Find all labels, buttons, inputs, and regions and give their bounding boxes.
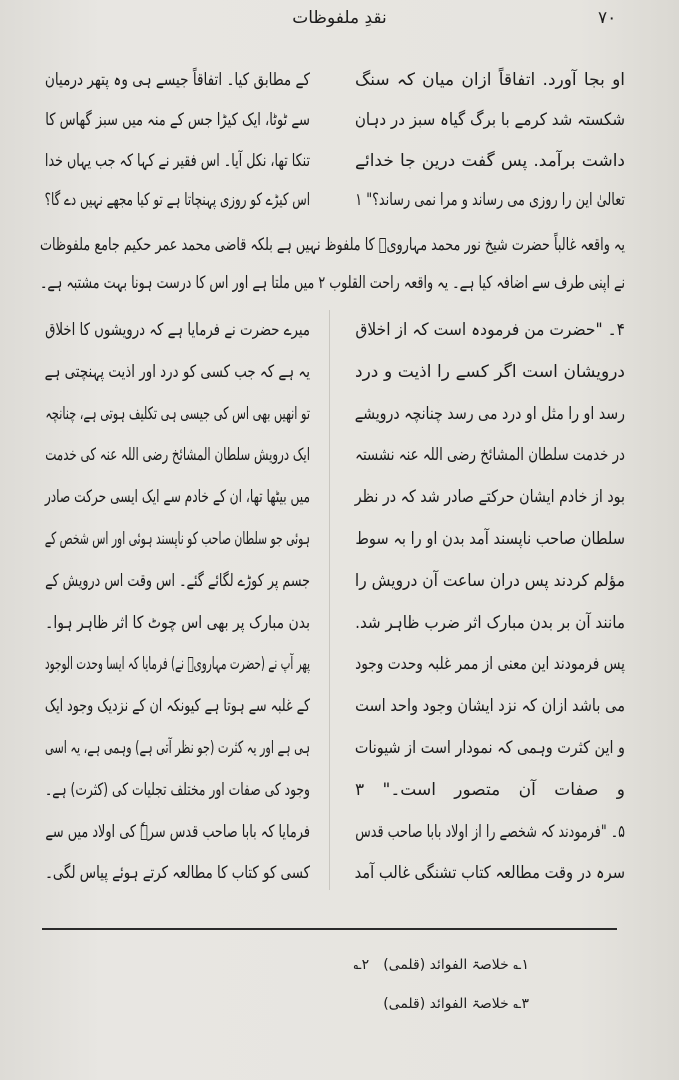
persian-text-line: درویشان است اگر کسے را اذیت و درد [355, 361, 625, 382]
urdu-translation-line: ایک درویش سلطان المشائخ رضی اللہ عنہ کی خدمت [45, 445, 311, 466]
urdu-translation-line: میرے حضرت نے فرمایا ہے کہ درویشوں کا اخلاق [45, 320, 310, 340]
urdu-translation-line: کسی کو کتاب کا مطالعہ کرتے ہوئے پیاس لگی۔ [45, 863, 311, 884]
footnote-text: ۱؎ خلاصۃ الفوائد (قلمی) [383, 957, 529, 973]
urdu-translation-line: یہ ہے کہ جب کسی کو درد اور اذیت پہنچتی ہے [44, 361, 310, 382]
persian-text-line: بود از خادم ایشان حرکتے صادر شد کہ در نظر [354, 487, 625, 508]
column-divider [329, 310, 330, 890]
urdu-translation-line: ہی ہے اور یہ کثرت (جو نظر آتی ہے) وہمی ہے، یہ اسی [45, 738, 310, 758]
urdu-translation-line: میں بیٹھا تھا، ان کے خادم سے ایک ایسی حرکت صادر [44, 487, 311, 508]
urdu-translation-line: جسم پر کوڑے لگائے گئے۔ اس وقت اس درویش کے [45, 570, 310, 591]
persian-text-line: سلطان صاحب ناپسند آمد بدن او را بہ سوط [355, 529, 625, 549]
urdu-translation-line: تو انھیں بھی اس کی جیسی ہی تکلیف ہوتی ہے، چنانچہ [45, 403, 310, 424]
persian-text-line: شکستہ شد کرمے با برگ گیاہ سبز در دہان [354, 110, 625, 130]
urdu-translation-line: بدن مبارک پر بھی اس چوٹ کا اثر ظاہر ہوا۔ [45, 612, 310, 633]
page-number: ۷۰ [598, 8, 617, 28]
urdu-translation-line: تنکا تھا، نکل آیا۔ اس فقیر نے کہا کہ جب یہاں خدا [44, 151, 310, 171]
running-header-title: نقدِ ملفوظات [292, 8, 387, 28]
footnote-marker: ۲؎ [353, 957, 370, 973]
persian-text-line: سرہ در وقت مطالعہ کتاب تشنگی غالب آمد [354, 863, 625, 884]
persian-text-line: تعالیٰ این را روزی می رساند و مرا نمی رساند؟" ۱ [355, 190, 625, 210]
footnote-1 [339, 953, 529, 977]
urdu-translation-line: کے مطابق کیا۔ اتفاقاً جیسے ہی وہ پتھر درمیان [44, 70, 310, 90]
persian-text-line: رسد او را مثل او درد می رسد چنانچہ درویشے [354, 403, 625, 424]
urdu-translation-line: پھر آپ نے (حضرت مہارویؒ نے) فرمایا کہ ایسا وحدت الوجود [45, 654, 310, 675]
urdu-translation-line: سے ٹوٹا، ایک کیڑا جس کے منہ میں سبز گھاس کا [45, 110, 311, 130]
urdu-translation-line: کے غلبہ سے ہوتا ہے کیونکہ ان کے نزدیک وجود ایک [44, 696, 310, 717]
footnote-text: ۳؎ خلاصۃ الفوائد (قلمی) [383, 996, 529, 1012]
persian-text-line: داشت برآمد. پس گفت درین جا خدائے [355, 151, 625, 171]
persian-text-line: ۴۔ "حضرت من فرمودہ است کہ از اخلاق [355, 320, 625, 340]
persian-text-line: مانند آن بر بدن مبارک اثر ضرب ظاہر شد. [355, 612, 625, 633]
editor-note-line: نے اپنی طرف سے اضافہ کیا ہے۔ یہ واقعہ راحت القلوب ۲ میں ملتا ہے اور اس کا درست ہونا بہت مشتبہ ہے۔ [39, 273, 625, 293]
urdu-translation-line: ہوئی جو سلطان صاحب کو ناپسند ہوئی اور اس شخص کے [44, 529, 311, 549]
urdu-translation-line: فرمایا کہ بابا صاحب قدس سرہٗ کی اولاد میں سے [45, 821, 310, 842]
footnote-3 [369, 992, 529, 1016]
editor-note-line: یہ واقعہ غالباً حضرت شیخ نور محمد مہارویؒ کا ملفوظ نہیں ہے بلکہ قاضی محمد عمر حکیم جامع ملفوظات [39, 235, 625, 255]
persian-text-line: مؤلم کردند پس دران ساعت آن درویش را [354, 570, 625, 591]
persian-text-line: در خدمت سلطان المشائخ رضی اللہ عنہ نشستہ [355, 445, 625, 466]
urdu-translation-line: اس کیڑے کو روزی پہنچاتا ہے تو کیا مجھے نہیں دے گا؟ [44, 190, 310, 210]
persian-text-line: و صفات آن متصور است۔" ۳ [355, 779, 625, 800]
persian-text-line: پس فرمودند این معنی از ممر غلبہ وحدت وجود [355, 654, 625, 675]
footnote-rule [42, 928, 617, 930]
persian-text-line: می باشد ازان کہ نزد ایشان وجود واحد است [355, 696, 625, 717]
persian-text-line: و این کثرت وہمی کہ نمودار است از شیونات [354, 738, 625, 758]
persian-text-line: او بجا آورد. اتفاقاً ازان میان کہ سنگ [355, 70, 625, 90]
urdu-translation-line: وجود کی صفات اور مختلف تجلیات کی (کثرت) ہے۔ [44, 779, 310, 800]
persian-text-line: ۵۔ "فرمودند کہ شخصے را از اولاد بابا صاحب قدس [355, 821, 625, 842]
